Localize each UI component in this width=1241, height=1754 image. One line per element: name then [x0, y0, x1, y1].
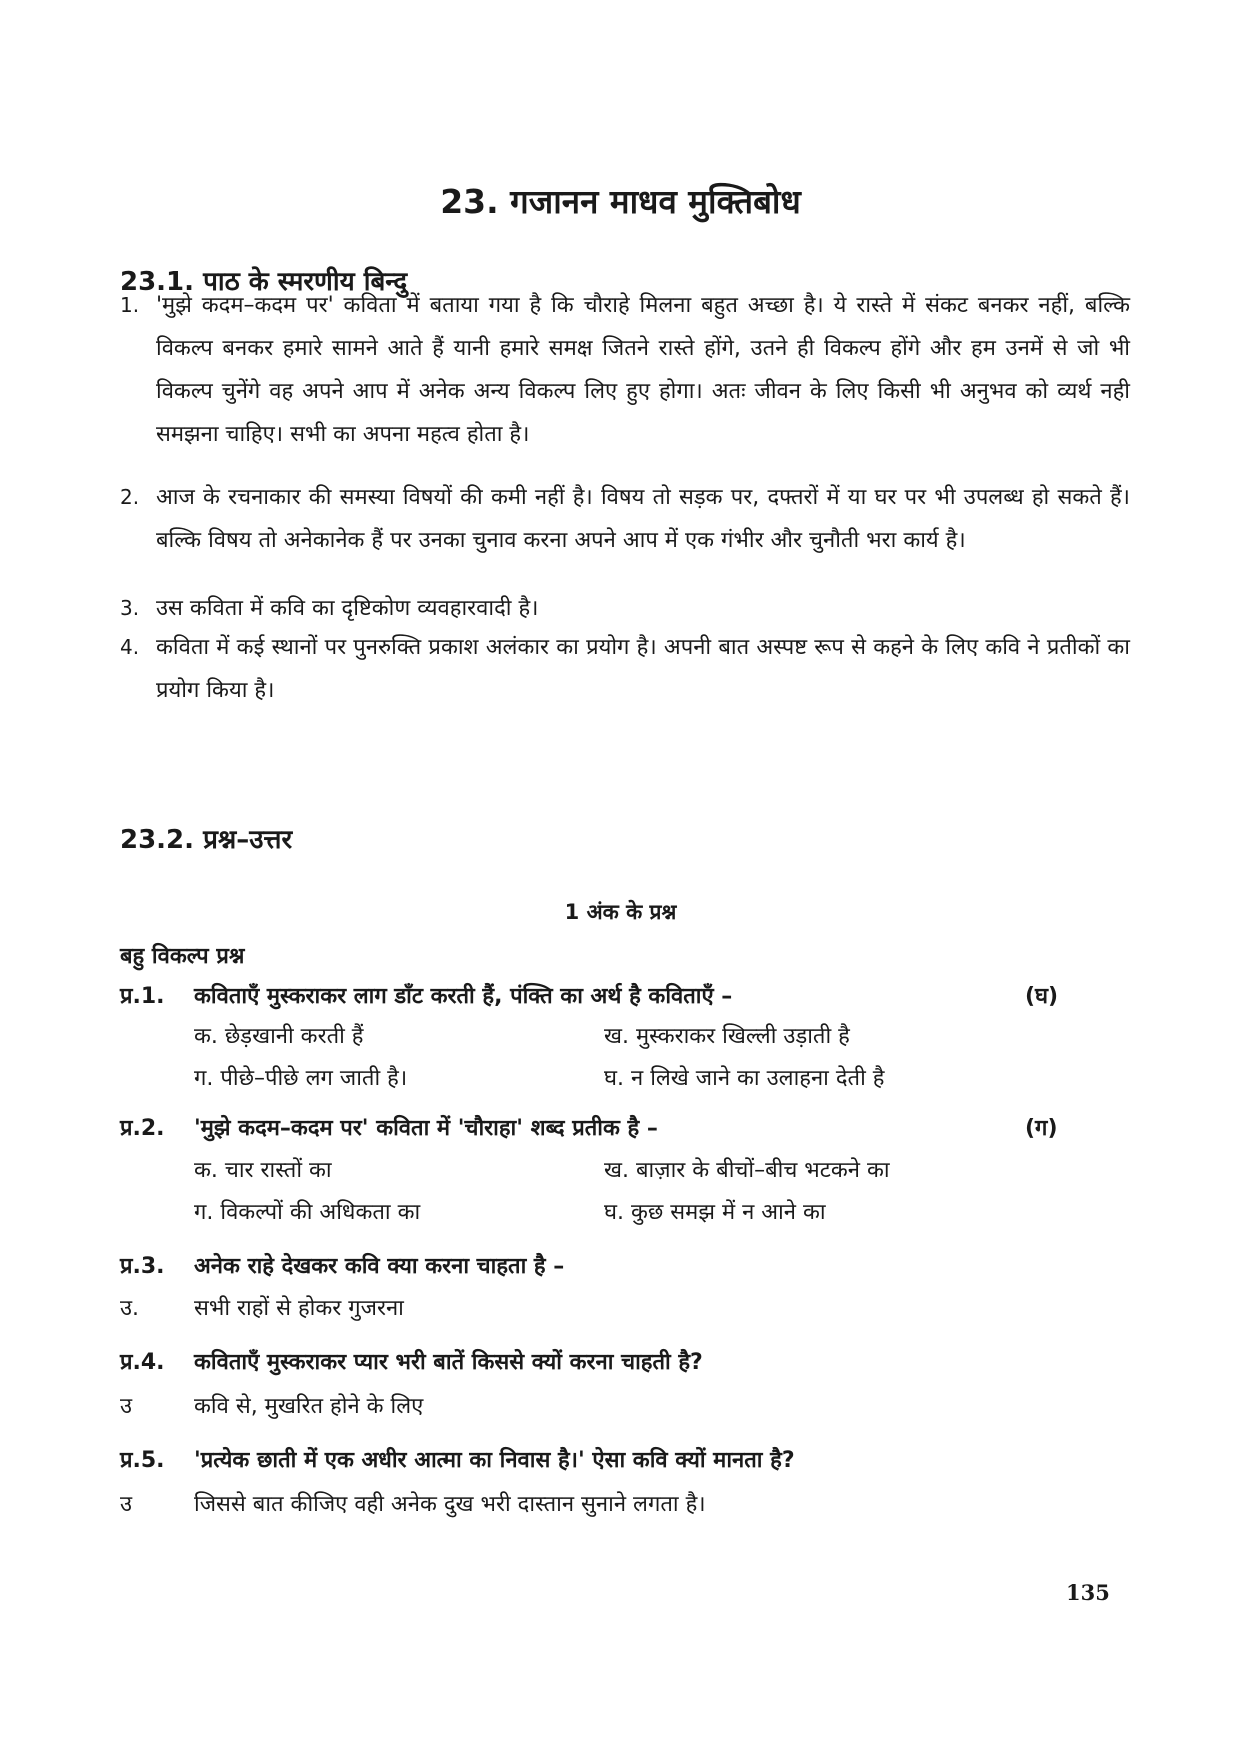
option-item: घ. न लिखे जाने का उलाहना देती है — [604, 1066, 885, 1091]
key-point — [120, 626, 1130, 712]
question-text: कविताएँ मुस्कराकर प्यार भरी बातें किससे क्यों करना चाहती है? — [194, 1350, 703, 1375]
mcq-label: बहु विकल्प प्रश्न — [120, 944, 245, 969]
answer-key: (घ) — [1025, 984, 1059, 1009]
page-number: 135 — [1066, 1580, 1110, 1605]
question-row — [120, 1346, 1080, 1386]
marks-subheading: 1 अंक के प्रश्न — [564, 900, 677, 924]
answer-mark: उ — [120, 1492, 133, 1517]
answer-mark: उ. — [120, 1296, 140, 1321]
point-number: 3. — [120, 596, 140, 620]
point-text: कविता में कई स्थानों पर पुनरुक्ति प्रकाश अलंकार का प्रयोग है। अपनी बात अस्पष्ट रूप से कहने के लिए कवि ने प्रतीकों का प्रयोग किया है। — [156, 635, 1130, 703]
point-number: 2. — [120, 485, 140, 509]
question-text: अनेक राहे देखकर कवि क्या करना चाहता है – — [194, 1254, 565, 1279]
question-number: प्र.1. — [120, 984, 165, 1009]
option-item: ख. मुस्कराकर खिल्ली उड़ाती है — [604, 1024, 850, 1049]
point-number: 4. — [120, 635, 140, 659]
question-number: प्र.3. — [120, 1254, 165, 1279]
option-item: क. चार रास्तों का — [194, 1158, 332, 1183]
question-row — [120, 1250, 1080, 1290]
option-item: ग. विकल्पों की अधिकता का — [194, 1200, 421, 1225]
section-heading-key-points: 23.1. पाठ के स्मरणीय बिन्दु — [120, 267, 408, 297]
chapter-title: 23. गजानन माधव मुक्तिबोध — [440, 182, 801, 221]
option-item: क. छेड़खानी करती हैं — [194, 1024, 364, 1049]
answer-row — [120, 1390, 1080, 1430]
question-text: 'प्रत्येक छाती में एक अधीर आत्मा का निवास है।' ऐसा कवि क्यों मानता है? — [194, 1448, 795, 1473]
option-item: ग. पीछे–पीछे लग जाती है। — [194, 1066, 408, 1091]
answer-text: कवि से, मुखरित होने के लिए — [194, 1394, 424, 1419]
key-point — [120, 284, 1130, 456]
answer-row — [120, 1488, 1080, 1528]
question-row — [120, 1112, 1080, 1152]
answer-text: सभी राहों से होकर गुजरना — [194, 1296, 404, 1321]
answer-mark: उ — [120, 1394, 133, 1419]
question-number: प्र.5. — [120, 1448, 165, 1473]
point-text: 'मुझे कदम–कदम पर' कविता में बताया गया है कि चौराहे मिलना बहुत अच्छा है। ये रास्ते में संकट बनकर नहीं, बल्कि विकल्प बनकर हमारे सामने आते हैं यानी हमारे समक्ष जितने रास्ते होंगे, उतने ही विकल्प होंगे और हम उनमें से जो भी विकल्प चुनेंगे वह अपने आप में अनेक अन्य विकल्प लिए हुए होगा। अतः जीवन के लिए किसी भी अनुभव को व्यर्थ नही समझना चाहिए। सभी का अपना महत्व होता है। — [156, 293, 1130, 447]
key-point — [120, 476, 1130, 562]
question-text: कविताएँ मुस्कराकर लाग डाँट करती हैं, पंक्ति का अर्थ है कविताएँ – — [194, 984, 733, 1009]
point-number: 1. — [120, 293, 140, 317]
question-number: प्र.4. — [120, 1350, 165, 1375]
option-item: घ. कुछ समझ में न आने का — [604, 1200, 826, 1225]
point-text: आज के रचनाकार की समस्या विषयों की कमी नहीं है। विषय तो सड़क पर, दफ्तरों में या घर पर भी उपलब्ध हो सकते हैं। बल्कि विषय तो अनेकानेक हैं पर उनका चुनाव करना अपने आप में एक गंभीर और चुनौती भरा कार्य है। — [156, 485, 1130, 553]
answer-key: (ग) — [1025, 1116, 1058, 1141]
answer-text: जिससे बात कीजिए वही अनेक दुख भरी दास्तान सुनाने लगता है। — [194, 1492, 706, 1517]
section-heading-qa: 23.2. प्रश्न–उत्तर — [120, 825, 293, 855]
answer-row — [120, 1292, 1080, 1332]
question-number: प्र.2. — [120, 1116, 165, 1141]
question-row — [120, 1444, 1080, 1484]
question-text: 'मुझे कदम–कदम पर' कविता में 'चौराहा' शब्द प्रतीक है – — [194, 1116, 658, 1141]
key-point — [120, 587, 1130, 630]
point-text: उस कविता में कवि का दृष्टिकोण व्यवहारवादी है। — [156, 596, 539, 621]
question-row — [120, 980, 1080, 1020]
option-item: ख. बाज़ार के बीचों–बीच भटकने का — [604, 1158, 890, 1183]
